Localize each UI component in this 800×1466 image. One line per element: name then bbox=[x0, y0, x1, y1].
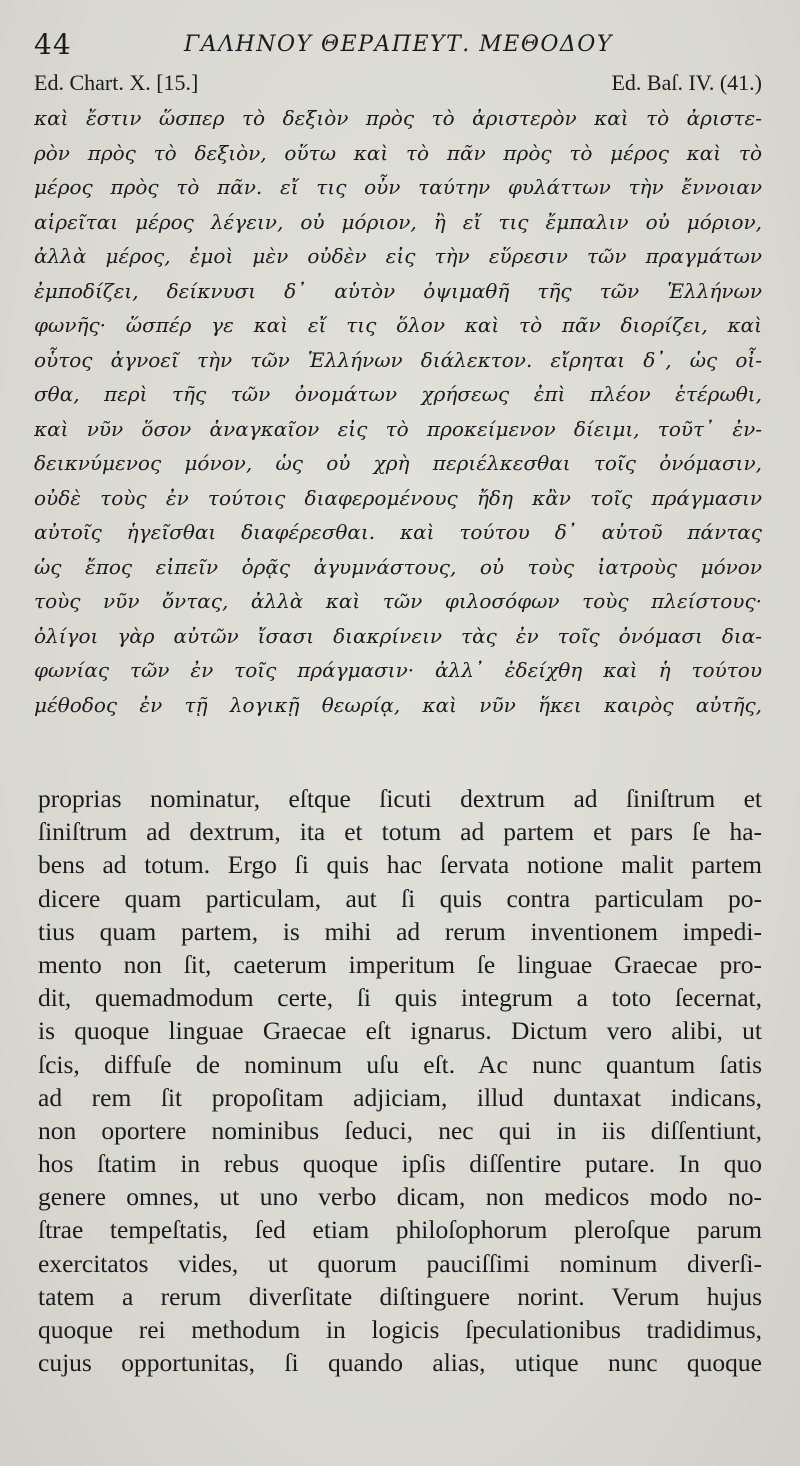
greek-line: φωνίας τῶν ἐν τοῖς πράγμασιν· ἀλλ᾽ ἐδείχθη καὶ ἡ τούτου bbox=[34, 658, 762, 682]
greek-line: ὡς ἔπος εἰπεῖν ὁρᾷς ἀγυμνάστους, οὐ τοὺς ἰατροὺς μόνον bbox=[34, 554, 762, 579]
greek-line: ἐμποδίζει, δείκνυσι δ᾽ αὑτὸν ὀψιμαθῆ τῆς τῶν Ἑλλήνων bbox=[34, 278, 762, 303]
page-number: 44 bbox=[34, 28, 72, 61]
latin-text-block bbox=[38, 782, 762, 1379]
greek-line: αὐτοῖς ἡγεῖσθαι διαφέρεσθαι. καὶ τούτου δ᾽ αὐτοῦ πάντας bbox=[34, 520, 762, 544]
greek-line: οὗτος ἀγνοεῖ τὴν τῶν Ἑλλήνων διάλεκτον. εἴρηται δ᾽, ὡς οἶ- bbox=[34, 347, 762, 372]
greek-line: αἱρεῖται μέρος λέγειν, οὐ μόριον, ἢ εἴ τις ἔμπαλιν οὐ μόριον, bbox=[34, 209, 762, 234]
latin-line: hos ſtatim in rebus quoque ipſis diſſentire putare. In quo bbox=[38, 1149, 762, 1179]
edition-reference-chartier: Ed. Chart. X. [15.] bbox=[34, 70, 199, 95]
latin-line: cujus opportunitas, ſi quando alias, utique nunc quoque bbox=[38, 1348, 762, 1378]
latin-line: mento non ſit, caeterum imperitum ſe linguae Graecae pro- bbox=[38, 949, 762, 979]
greek-line: ρὸν πρὸς τὸ δεξιὸν, οὕτω καὶ τὸ πᾶν πρὸς τὸ μέρος καὶ τὸ bbox=[34, 140, 762, 165]
latin-line: non oportere nominibus ſeduci, nec qui in iis diſſentiunt, bbox=[38, 1115, 762, 1145]
latin-line: tius quam partem, is mihi ad rerum inventionem impedi- bbox=[38, 916, 762, 946]
greek-line: σθα, περὶ τῆς τῶν ὀνομάτων χρήσεως ἐπὶ πλέον ἑτέρωθι, bbox=[34, 382, 762, 406]
edition-references bbox=[34, 70, 762, 100]
latin-line: genere omnes, ut uno verbo dicam, non medicos modo no- bbox=[38, 1182, 762, 1212]
greek-line: δεικνύμενος μόνον, ὡς οὐ χρὴ περιέλκεσθαι τοῖς ὀνόμασιν, bbox=[34, 451, 762, 475]
latin-line: ad rem ſit propoſitam adjiciam, illud duntaxat indicans, bbox=[38, 1082, 762, 1112]
latin-line: dicere quam particulam, aut ſi quis contra particulam po- bbox=[38, 883, 762, 913]
latin-line: dit, quemadmodum certe, ſi quis integrum a toto ſecernat, bbox=[38, 983, 762, 1013]
greek-line: μέθοδος ἐν τῇ λογικῇ θεωρίᾳ, καὶ νῦν ἥκει καιρὸς αὐτῆς, bbox=[34, 692, 762, 717]
latin-line: proprias nominatur, eſtque ſicuti dextrum ad ſiniſtrum et bbox=[38, 784, 762, 813]
greek-line: ὀλίγοι γὰρ αὐτῶν ἴσασι διακρίνειν τὰς ἐν τοῖς ὀνόμασι δια- bbox=[34, 623, 762, 648]
greek-line: καὶ νῦν ὅσον ἀναγκαῖον εἰς τὸ προκείμενον δίειμι, τοῦτ᾽ ἐν- bbox=[34, 416, 762, 441]
edition-reference-basel: Ed. Baſ. IV. (41.) bbox=[611, 70, 762, 95]
latin-line: tatem a rerum diverſitate diſtinguere norint. Verum hujus bbox=[38, 1281, 762, 1311]
latin-line: ſcis, diffuſe de nominum uſu eſt. Ac nunc quantum ſatis bbox=[38, 1049, 762, 1079]
greek-text-block bbox=[34, 101, 762, 722]
latin-line: quoque rei methodum in logicis ſpeculationibus tradidimus, bbox=[38, 1315, 762, 1344]
greek-line: τοὺς νῦν ὄντας, ἀλλὰ καὶ τῶν φιλοσόφων τοὺς πλείστους· bbox=[34, 589, 762, 613]
latin-line: is quoque linguae Graecae eſt ignarus. Dictum vero alibi, ut bbox=[38, 1016, 762, 1046]
running-head bbox=[34, 28, 762, 68]
latin-line: ſtrae tempeſtatis, ſed etiam philoſophorum pleroſque parum bbox=[38, 1215, 762, 1245]
greek-line: μέρος πρὸς τὸ πᾶν. εἴ τις οὖν ταύτην φυλάττων τὴν ἔννοιαν bbox=[34, 175, 762, 199]
latin-line: bens ad totum. Ergo ſi quis hac ſervata notione malit partem bbox=[38, 850, 762, 880]
latin-line: ſiniſtrum ad dextrum, ita et totum ad partem et pars ſe ha- bbox=[38, 817, 762, 847]
greek-line: καὶ ἔστιν ὥσπερ τὸ δεξιὸν πρὸς τὸ ἀριστερὸν καὶ τὸ ἀριστε- bbox=[34, 106, 762, 130]
greek-line: φωνῆς· ὥσπέρ γε καὶ εἴ τις ὅλον καὶ τὸ πᾶν διορίζει, καὶ bbox=[34, 313, 762, 337]
greek-line: ἀλλὰ μέρος, ἐμοὶ μὲν οὐδὲν εἰς τὴν εὕρεσιν τῶν πραγμάτων bbox=[34, 244, 762, 268]
running-title: ΓΑΛΗΝΟΥ ΘΕΡΑΠΕΥΤ. ΜΕΘΟΔΟΥ bbox=[184, 32, 613, 57]
latin-line: exercitatos vides, ut quorum pauciſſimi nominum diverſi- bbox=[38, 1248, 762, 1278]
greek-line: οὐδὲ τοὺς ἐν τούτοις διαφερομένους ἤδη κἂν τοῖς πράγμασιν bbox=[34, 485, 762, 510]
